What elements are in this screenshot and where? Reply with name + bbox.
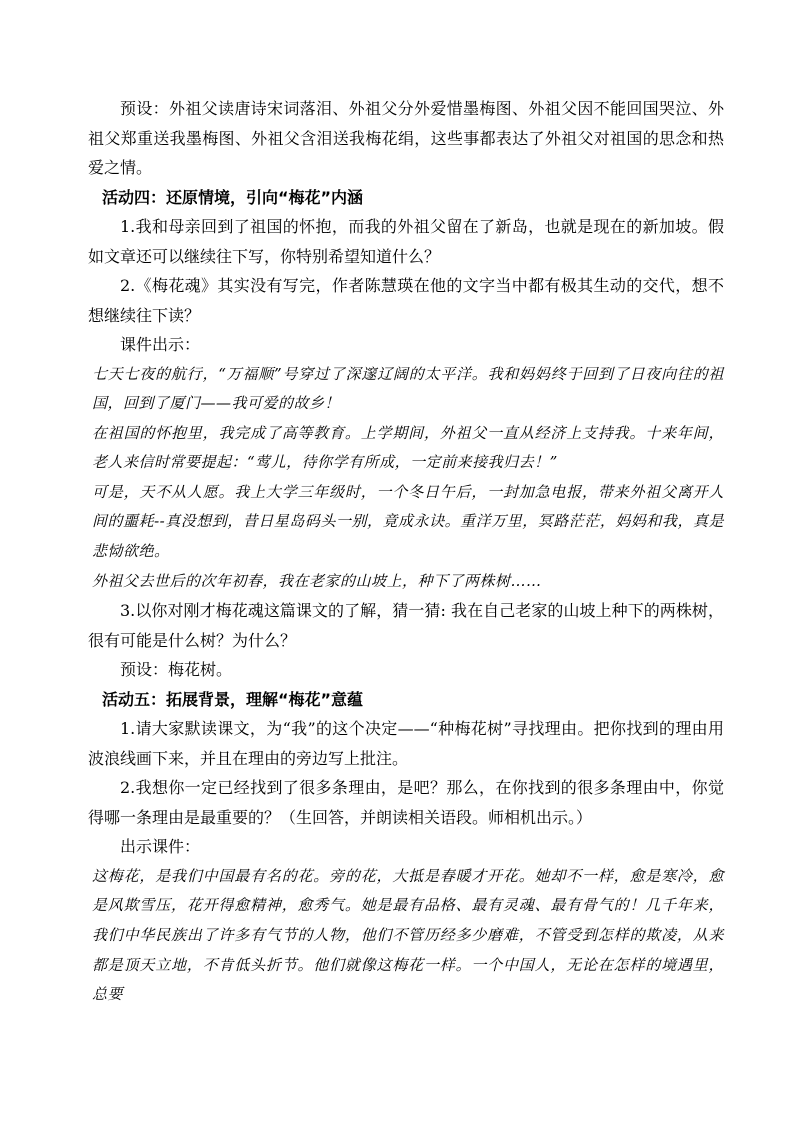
paragraph-task-2: 2.我想你一定已经找到了很多条理由，是吧？那么，在你找到的很多条理由中，你觉得哪一条理由是最重要的？（生回答，并朗读相关语段。师相机出示。） (88, 778, 724, 827)
paragraph-preset-1: 预设：外祖父读唐诗宋词落泪、外祖父分外爱惜墨梅图、外祖父因不能回国哭泣、外祖父郑重送我墨梅图、外祖父含泪送我梅花绢，这些事都表达了外祖父对祖国的思念和热爱之情。 (88, 99, 724, 177)
heading-activity-5: 活动五：拓展背景，理解“梅花”意蕴 (102, 689, 364, 709)
document-body (88, 94, 724, 1010)
paragraph-preset-2: 预设：梅花树。 (120, 660, 233, 680)
quote-paragraph-trees: 外祖父去世后的次年初春，我在老家的山坡上，种下了两株树…… (92, 571, 542, 590)
heading-activity-4: 活动四：还原情境，引向“梅花”内涵 (102, 187, 364, 207)
paragraph-task-1: 1.请大家默读课文，为“我”的这个决定——“种梅花树”寻找理由。把你找到的理由用波浪线画下来，并且在理由的旁边写上批注。 (88, 719, 724, 768)
quote-paragraph-plum: 这梅花，是我们中国最有名的花。旁的花，大抵是春暖才开花。她却不一样，愈是寒冷，愈是风欺雪压，花开得愈精神，愈秀气。她是最有品格、最有灵魂、最有骨气的！几千年来，我们中华民族出了许多有气节的人物，他们不管历经多少磨难，不管受到怎样的欺凌，从来都是顶天立地，不肯低头折节。他们就像这梅花一样。一个中国人，无论在怎样的境遇里，总要 (92, 866, 724, 1004)
quote-paragraph-education: 在祖国的怀抱里，我完成了高等教育。上学期间，外祖父一直从经济上支持我。十来年间，老人来信时常要提起：“莺儿，待你学有所成，一定前来接我归去！” (92, 423, 724, 472)
paragraph-question-2: 2.《梅花魂》其实没有写完，作者陈慧瑛在他的文字当中都有极其生动的交代，想不想继续往下读？ (88, 276, 724, 325)
paragraph-question-1: 1.我和母亲回到了祖国的怀抱，而我的外祖父留在了新岛，也就是现在的新加坡。假如文章还可以继续往下写，你特别希望知道什么？ (88, 217, 724, 266)
paragraph-courseware-1: 课件出示： (120, 335, 201, 354)
paragraph-question-3: 3.以你对刚才梅花魂这篇课文的了解，猜一猜: 我在自己老家的山坡上种下的两株树，很有可能是什么树？为什么？ (88, 601, 724, 650)
quote-paragraph-telegram: 可是，天不从人愿。我上大学三年级时，一个冬日午后，一封加急电报，带来外祖父离开人间的噩耗--真没想到，昔日星岛码头一别，竟成永诀。重洋万里，冥路茫茫，妈妈和我，真是悲恸欲绝。 (92, 482, 724, 561)
paragraph-courseware-2: 出示课件： (120, 837, 201, 857)
quote-paragraph-voyage: 七天七夜的航行，“万福顺”号穿过了深邃辽阔的太平洋。我和妈妈终于回到了日夜向往的祖国，回到了厦门——我可爱的故乡！ (92, 364, 724, 413)
